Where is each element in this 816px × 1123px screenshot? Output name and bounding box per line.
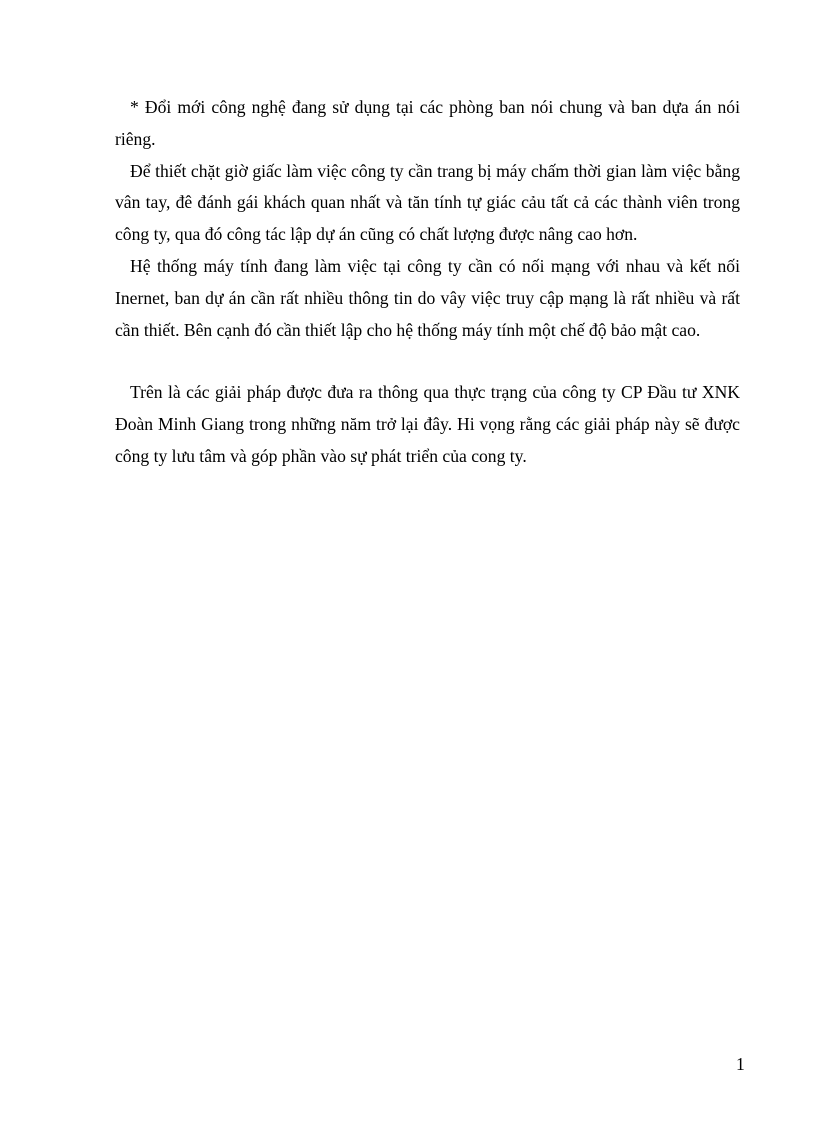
paragraph-innovation: * Đổi mới công nghệ đang sử dụng tại các phòng ban nói chung và ban dựa án nói riêng.	[115, 97, 740, 149]
page-number: 1	[736, 1054, 745, 1074]
body-text	[115, 92, 740, 473]
paragraph-conclusion: Trên là các giải pháp được đưa ra thông qua thực trạng của công ty CP Đầu tư XNK Đoàn Minh Giang trong những năm trở lại đây. Hi vọng rằng các giải pháp này sẽ được công ty lưu tâm và góp phần vào sự phát triển của cong ty.	[115, 382, 740, 466]
paragraph-network: Hệ thống máy tính đang làm việc tại công ty cần có nối mạng với nhau và kết nối Inernet, ban dự án cần rất nhiều thông tin do vây việc truy cập mạng là rất nhiều và rất cần thiết. Bên cạnh đó cần thiết lập cho hệ thống máy tính một chế độ bảo mật cao.	[115, 255, 740, 340]
paragraph-attendance: Để thiết chặt giờ giấc làm việc công ty cần trang bị máy chấm thời gian làm việc bằng vân tay, đê đánh gái khách quan nhất và tăn tính tự giác cảu tất cả các thành viên trong công ty, qua đó công tác lập dự án cũng có chất lượng được nâng cao hơn.	[115, 160, 740, 245]
